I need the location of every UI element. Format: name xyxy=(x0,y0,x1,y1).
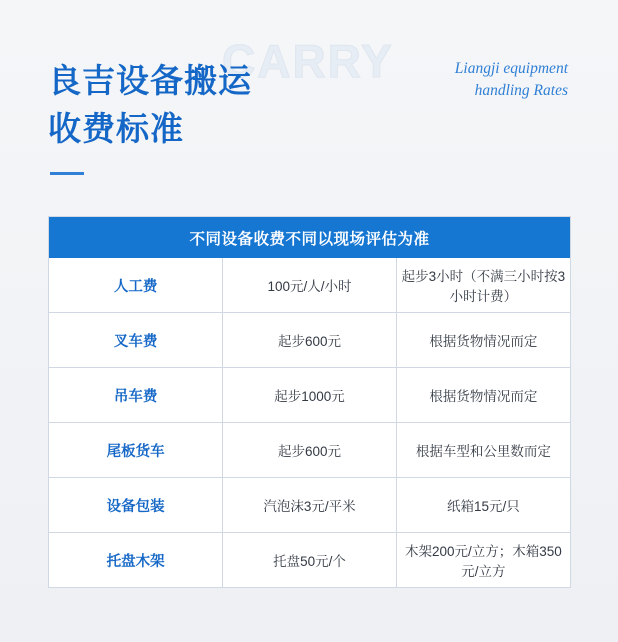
table-body xyxy=(49,258,570,587)
table-row xyxy=(49,313,570,368)
row-note: 根据车型和公里数而定 xyxy=(396,423,570,478)
row-label: 设备包装 xyxy=(49,478,223,533)
row-note: 根据货物情况而定 xyxy=(396,368,570,423)
page-subtitle-en xyxy=(368,58,568,102)
page-title xyxy=(48,57,252,153)
table-row xyxy=(49,478,570,533)
page-title-line2: 收费标准 xyxy=(48,110,184,147)
row-note: 木架200元/立方；木箱350元/立方 xyxy=(396,533,570,588)
row-label: 托盘木架 xyxy=(49,533,223,588)
table-row xyxy=(49,423,570,478)
row-note: 纸箱15元/只 xyxy=(396,478,570,533)
table-head xyxy=(49,217,570,258)
page-subtitle-line1: Liangji equipment xyxy=(454,60,568,77)
row-price: 起步1000元 xyxy=(223,368,397,423)
table-row xyxy=(49,258,570,313)
row-label: 叉车费 xyxy=(49,313,223,368)
row-price: 汽泡沫3元/平米 xyxy=(223,478,397,533)
row-price: 100元/人/小时 xyxy=(223,258,397,313)
page-title-line1: 良吉设备搬运 xyxy=(48,62,252,99)
row-price: 起步600元 xyxy=(223,313,397,368)
pricing-table-element xyxy=(49,217,570,587)
title-underline-rule xyxy=(50,172,84,175)
pricing-table xyxy=(48,216,571,588)
header xyxy=(0,0,618,205)
row-note: 起步3小时（不满三小时按3小时计费） xyxy=(396,258,570,313)
row-note: 根据货物情况而定 xyxy=(396,313,570,368)
table-header-row xyxy=(49,217,570,258)
row-label: 吊车费 xyxy=(49,368,223,423)
row-label: 尾板货车 xyxy=(49,423,223,478)
watermark-text: CARRY xyxy=(222,35,394,87)
row-label: 人工费 xyxy=(49,258,223,313)
table-header-cell: 不同设备收费不同以现场评估为准 xyxy=(49,217,570,258)
row-price: 托盘50元/个 xyxy=(223,533,397,588)
table-row xyxy=(49,533,570,588)
row-price: 起步600元 xyxy=(223,423,397,478)
page-subtitle-line2: handling Rates xyxy=(474,82,568,99)
table-row xyxy=(49,368,570,423)
